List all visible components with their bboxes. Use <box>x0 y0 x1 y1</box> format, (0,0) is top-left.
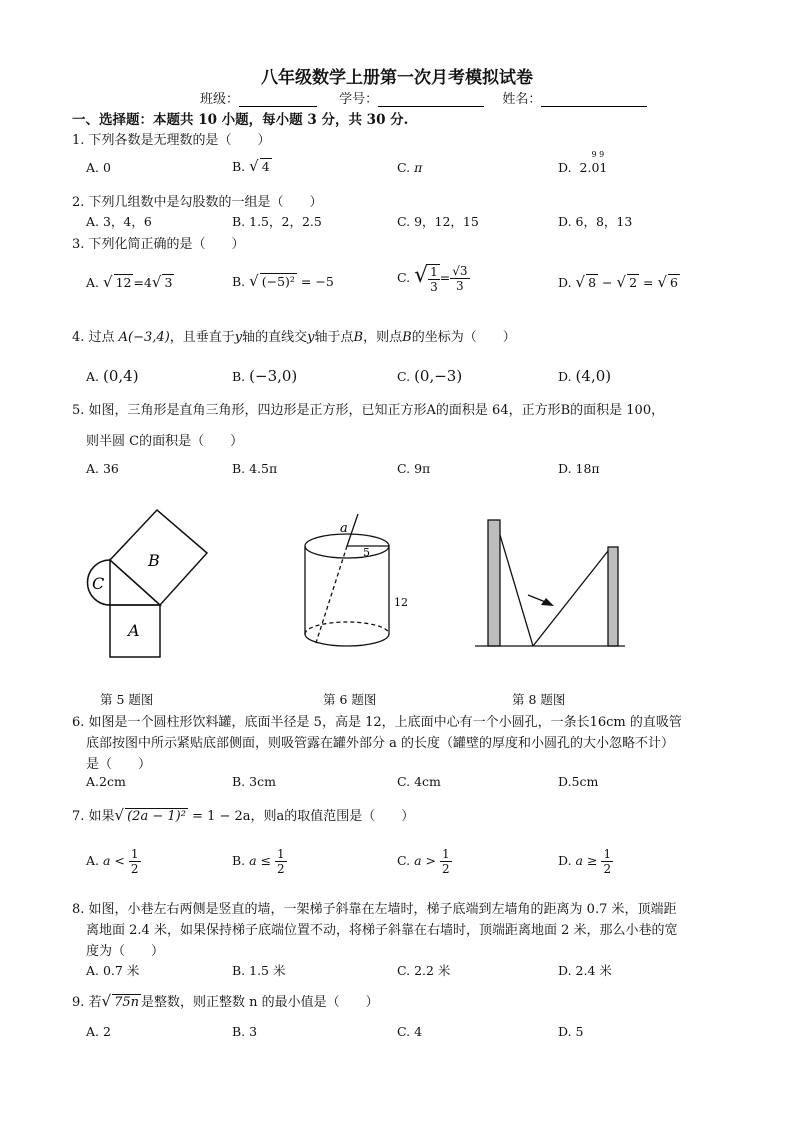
q8-option-a: A. 0.7 米 <box>86 963 140 978</box>
point-b: B <box>402 330 412 345</box>
q2-option-c: C. 9，12，15 <box>397 214 479 229</box>
q8-option-d: D. 2.4 米 <box>558 963 612 978</box>
text: 9. 若 <box>72 995 102 1010</box>
q6-option-b: B. 3cm <box>232 774 276 789</box>
q5-option-c: C. 9π <box>397 461 431 476</box>
q2-option-b: B. 1.5，2，2.5 <box>232 214 322 229</box>
class-label: 班级： <box>200 92 240 107</box>
radical-icon: √ <box>414 263 429 288</box>
option-letter: D. <box>558 275 572 290</box>
option-letter: D. <box>558 853 572 868</box>
radical-icon: √ <box>249 157 259 175</box>
option-letter: A. <box>86 853 100 868</box>
id-blank[interactable] <box>378 92 484 107</box>
fraction <box>450 264 469 293</box>
relation: a ≥ <box>575 853 598 868</box>
q1-option-d <box>558 150 608 175</box>
pi-value: π <box>414 160 423 175</box>
q5-option-d: D. 18π <box>558 461 600 476</box>
coord: (0,−3) <box>414 367 463 385</box>
label-c: C <box>92 574 105 593</box>
var-y: y <box>307 330 315 345</box>
q4-option-d <box>558 367 611 385</box>
q4-option-a <box>86 367 139 385</box>
radicand: (2a − 1)² <box>127 809 186 824</box>
numerator: 1 <box>277 847 285 861</box>
label-b: B <box>148 551 160 570</box>
fraction <box>601 847 613 876</box>
q6-line3: 是（ ） <box>86 757 152 772</box>
section-heading: 一、选择题：本题共 10 小题，每小题 3 分，共 30 分. <box>72 112 409 128</box>
numerator: 1 <box>430 264 438 279</box>
q7-stem <box>72 805 414 824</box>
radicand: 12 <box>115 275 132 290</box>
student-info-row <box>200 88 647 107</box>
straw-inside <box>315 546 347 646</box>
numerator: √3 <box>452 264 468 278</box>
denominator: 2 <box>277 862 285 876</box>
q6-line1: 6. 如图是一个圆柱形饮料罐，底面半径是 5，高是 12，上底面中心有一个小圆孔，一条长16cm 的直吸管 <box>72 715 682 730</box>
relation: a ≤ <box>249 853 272 868</box>
q7-option-a <box>86 847 141 876</box>
q2-option-a: A. 3，4，6 <box>86 214 152 229</box>
equals: = <box>439 270 451 285</box>
expr-text: =4 <box>133 275 152 290</box>
q3-option-a <box>86 273 174 291</box>
q1-stem: 1. 下列各数是无理数的是（ ） <box>72 133 271 148</box>
point-a: A(−3,4) <box>118 330 170 345</box>
text: 轴于点 <box>314 330 354 345</box>
arrow-icon <box>541 598 554 606</box>
radicand: 6 <box>670 275 678 290</box>
q1-option-c <box>397 160 422 175</box>
relation: a > <box>414 853 436 868</box>
option-letter: A. <box>86 275 100 290</box>
option-letter: C. <box>397 369 411 384</box>
figure-6-caption: 第 6 题图 <box>323 692 377 707</box>
option-letter: A. <box>86 369 100 384</box>
text: 的坐标为（ ） <box>411 330 516 345</box>
minus: − <box>602 275 613 290</box>
var-y: y <box>234 330 243 345</box>
radicand: (−5)² <box>261 274 295 289</box>
equals: = <box>643 275 654 290</box>
q5-option-a: A. 36 <box>86 461 119 476</box>
option-letter: C. <box>397 160 411 175</box>
option-letter: C. <box>397 270 411 285</box>
q9-option-a: A. 2 <box>86 1024 111 1039</box>
figure-5-caption: 第 5 题图 <box>100 692 154 707</box>
text: = 1 − 2a，则a的取值范围是（ ） <box>187 809 415 824</box>
radicand: 3 <box>164 275 173 290</box>
option-letter: B. <box>232 274 246 289</box>
right-wall <box>608 547 618 646</box>
q5-line1: 5. 如图，三角形是直角三角形，四边形是正方形，已知正方形A的面积是 64，正方形B的面积是 100， <box>72 403 665 418</box>
figure-5 <box>80 505 220 665</box>
q4-option-b <box>232 367 297 385</box>
text: ，则点 <box>363 330 403 345</box>
repeating-decimal: 2.01 <box>579 160 608 175</box>
name-blank[interactable] <box>541 92 647 107</box>
page-title: 八年级数学上册第一次月考模拟试卷 <box>261 68 533 88</box>
text: ，且垂直于 <box>169 330 235 345</box>
class-blank[interactable] <box>239 92 317 107</box>
fraction <box>129 847 141 876</box>
coord: (4,0) <box>575 367 612 385</box>
q8-option-c: C. 2.2 米 <box>397 963 451 978</box>
option-letter: B. <box>232 853 246 868</box>
q9-option-b: B. 3 <box>232 1024 258 1039</box>
q6-option-a: A.2cm <box>86 774 126 789</box>
q7-option-d <box>558 847 613 876</box>
option-letter: B. <box>232 369 246 384</box>
radical-icon: √ <box>101 992 112 1010</box>
q9-stem <box>72 991 379 1010</box>
label-a: a <box>340 521 348 536</box>
radical-icon: √ <box>575 273 586 291</box>
radical-icon: √ <box>151 273 162 291</box>
q5-option-b: B. 4.5π <box>232 461 278 476</box>
q6-option-c: C. 4cm <box>397 774 441 789</box>
coord: (0,4) <box>103 367 139 385</box>
text: 7. 如果 <box>72 809 115 824</box>
relation: a < <box>103 853 125 868</box>
fraction <box>428 264 440 294</box>
q8-line3: 度为（ ） <box>86 944 165 959</box>
option-letter: C. <box>397 853 411 868</box>
q8-option-b: B. 1.5 米 <box>232 963 286 978</box>
q8-line2: 离地面 2.4 米，如果保持梯子底端位置不动，将梯子斜靠在右墙时，顶端距离地面 2 米，那么小巷的宽 <box>86 923 678 938</box>
radical-icon: √ <box>616 273 627 291</box>
figure-8-caption: 第 8 题图 <box>512 692 566 707</box>
point-b: B <box>353 330 364 345</box>
q9-option-c: C. 4 <box>397 1024 423 1039</box>
q7-option-b <box>232 847 287 876</box>
id-label: 学号： <box>339 92 379 107</box>
numerator: 1 <box>130 847 139 861</box>
radical-icon: √ <box>249 272 259 290</box>
figure-6 <box>295 512 425 662</box>
q4-option-c <box>397 367 462 385</box>
q3-option-b <box>232 272 334 290</box>
q9-option-d: D. 5 <box>558 1024 584 1039</box>
option-letter: D. <box>558 369 572 384</box>
radical-icon: √ <box>103 273 113 291</box>
q8-line1: 8. 如图，小巷左右两侧是竖直的墙，一架梯子斜靠在左墙时，梯子底端到左墙角的距离为 0.7 米，顶端距 <box>72 902 677 917</box>
denominator: 2 <box>130 862 139 876</box>
numerator: 1 <box>603 847 612 861</box>
q1-option-a: A. 0 <box>86 160 111 175</box>
denominator: 3 <box>456 279 464 293</box>
straw-outside <box>347 514 358 546</box>
q6-option-d: D.5cm <box>558 774 599 789</box>
denominator: 3 <box>430 279 438 294</box>
q2-stem: 2. 下列几组数中是勾股数的一组是（ ） <box>72 195 323 210</box>
q3-option-c <box>397 263 470 294</box>
q5-line2: 则半圆 C的面积是（ ） <box>86 434 244 449</box>
radical-icon: √ <box>114 806 125 824</box>
denominator: 2 <box>603 862 612 876</box>
radicand: 8 <box>588 275 597 290</box>
q1-option-b <box>232 157 272 175</box>
text: 轴的直线交 <box>242 330 308 345</box>
can-bottom-back <box>305 622 389 634</box>
text: 4. 过点 <box>72 330 119 345</box>
label-12: 12 <box>394 596 408 609</box>
expr-text: = −5 <box>300 274 334 289</box>
figure-8 <box>470 515 630 655</box>
name-label: 姓名： <box>502 92 542 107</box>
left-wall <box>488 520 500 646</box>
radicand: 2 <box>629 275 638 290</box>
q3-option-d <box>558 273 680 291</box>
label-a: A <box>128 621 140 640</box>
radicand: 75n <box>114 995 140 1010</box>
ladder-left <box>500 535 533 646</box>
denominator: 2 <box>441 862 450 876</box>
q4-stem <box>72 326 516 345</box>
q3-stem: 3. 下列化简正确的是（ ） <box>72 237 245 252</box>
numerator: 1 <box>441 847 450 861</box>
label-5: 5 <box>363 546 370 559</box>
q2-option-d: D. 6，8，13 <box>558 214 633 229</box>
repeat-dots: 9 9 <box>591 150 605 159</box>
radicand: 4 <box>261 159 270 174</box>
radical-icon: √ <box>657 273 668 291</box>
fraction <box>440 847 452 876</box>
option-letter: D. <box>558 160 572 175</box>
fraction <box>275 847 287 876</box>
ladder-right <box>533 551 608 646</box>
option-letter: B. <box>232 159 246 174</box>
q7-option-c <box>397 847 452 876</box>
text: 是整数，则正整数 n 的最小值是（ ） <box>141 995 379 1010</box>
q6-line2: 底部按图中所示紧贴底部侧面，则吸管露在罐外部分 a 的长度（罐壁的厚度和小圆孔的大小忽略不计） <box>86 736 675 751</box>
coord: (−3,0) <box>249 367 298 385</box>
